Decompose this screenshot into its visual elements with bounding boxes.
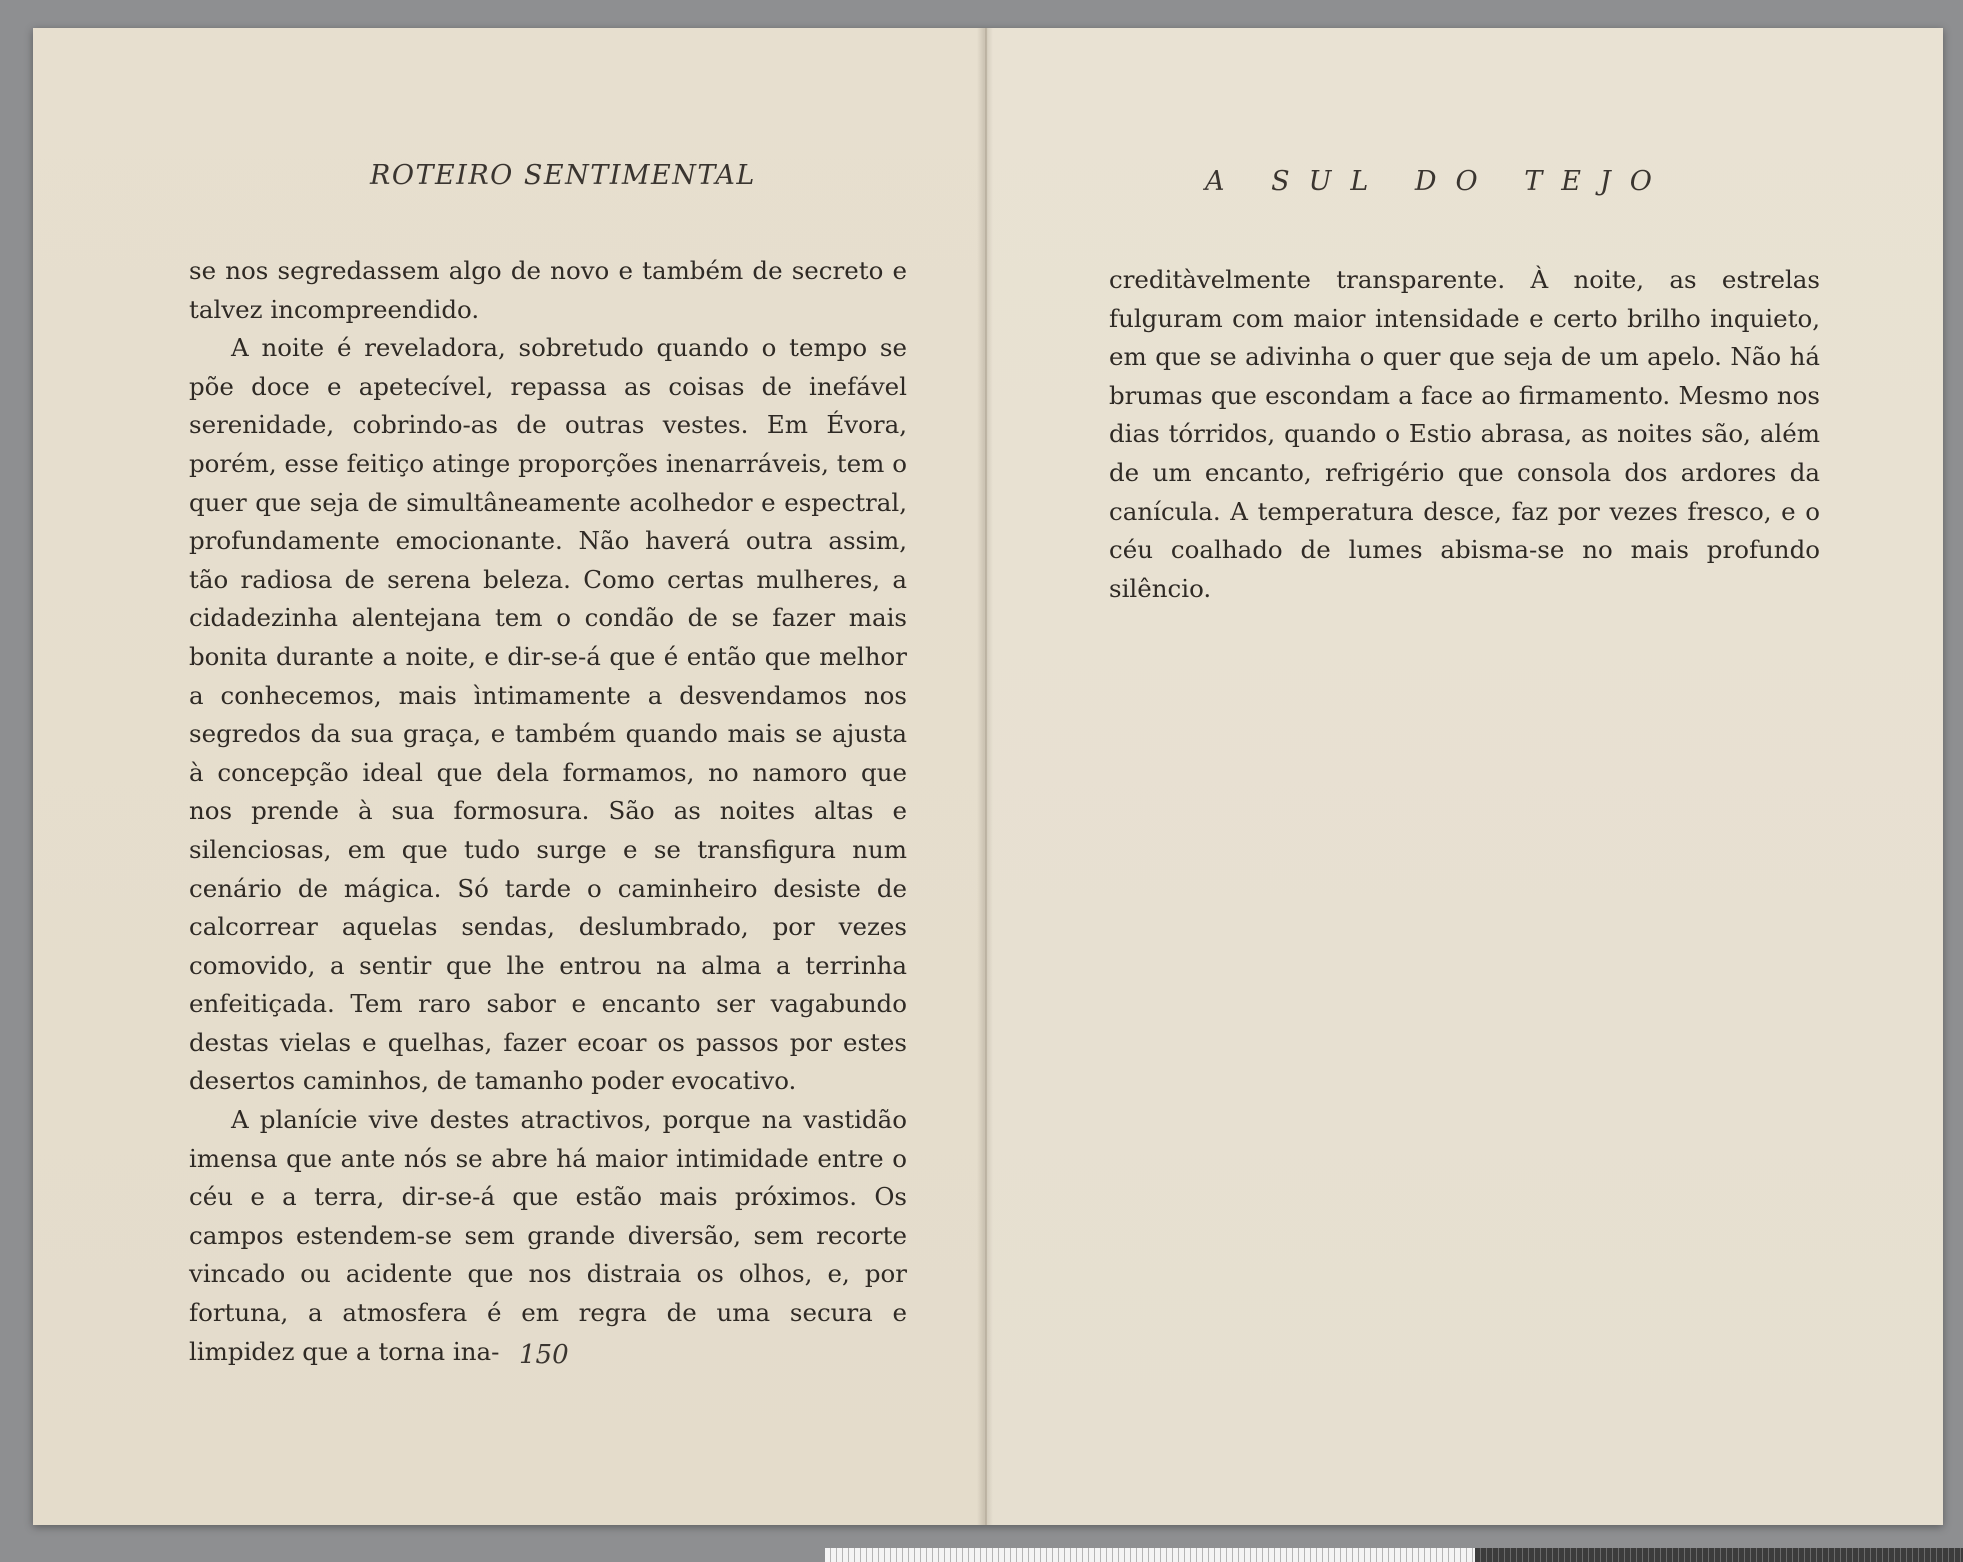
right-page: [988, 28, 1943, 1525]
left-page-body: [189, 252, 907, 1371]
page-number: 150: [519, 1340, 569, 1370]
book-spread: [33, 28, 1943, 1525]
paragraph-continuation: creditàvelmente transparente. À noite, as estrelas fulguram com maior intensidade e certo brilho inquieto, em que se adivinha o quer que seja de um apelo. Não há brumas que escondam a face ao firmamento. Mesmo nos dias tórridos, quando o Estio abrasa, as noites são, além de um encanto, refrigério que consola dos ardores da canícula. A temperatura desce, faz por vezes fresco, e o céu coalhado de lumes abisma-se no mais profundo silêncio.: [1109, 265, 1820, 603]
paragraph: A noite é reveladora, sobretudo quando o tempo se põe doce e apetecível, repassa as coisas de inefável serenidade, cobrindo-as de outras vestes. Em Évora, porém, esse feitiço atinge proporções inenarráveis, tem o quer que seja de simultâneamente acolhedor e espectral, profundamente emocionante. Não haverá outra assim, tão radiosa de serena beleza. Como certas mulheres, a cidadezinha alentejana tem o condão de se fazer mais bonita durante a noite, e dir-se-á que é então que melhor a conhecemos, mais ìntimamente a desvendamos nos segredos da sua graça, e também quando mais se ajusta à concepção ideal que dela formamos, no namoro que nos prende à sua formosura. São as noites altas e silenciosas, em que tudo surge e se transfigura num cenário de mágica. Só tarde o caminheiro desiste de calcorrear aquelas sendas, deslumbrado, por vezes comovido, a sentir que lhe entrou na alma a terrinha enfeitiçada. Tem raro sabor e encanto ser vagabundo destas vielas e quelhas, fazer ecoar os passos por estes desertos caminhos, de tamanho poder evocativo.: [189, 333, 907, 1096]
right-page-body: [1109, 261, 1820, 608]
running-head-left: ROTEIRO SENTIMENTAL: [370, 160, 756, 191]
scale-bar-dark-segment: [1475, 1548, 1963, 1562]
left-page: [33, 28, 987, 1525]
book-gutter: [977, 28, 993, 1525]
paragraph: A planície vive destes atractivos, porque na vastidão imensa que ante nós se abre há maior intimidade entre o céu e a terra, dir-se-á que estão mais próximos. Os campos estendem-se sem grande diversão, sem recorte vincado ou acidente que nos distraia os olhos, e, por fortuna, a atmosfera é em regra de uma secura e limpidez que a torna ina-: [189, 1105, 907, 1366]
paragraph-continuation: se nos segredassem algo de novo e também de secreto e talvez incompreendido.: [189, 256, 907, 324]
running-head-right: A SUL DO TEJO: [1205, 166, 1671, 197]
scan-scale-bar: [825, 1548, 1963, 1562]
